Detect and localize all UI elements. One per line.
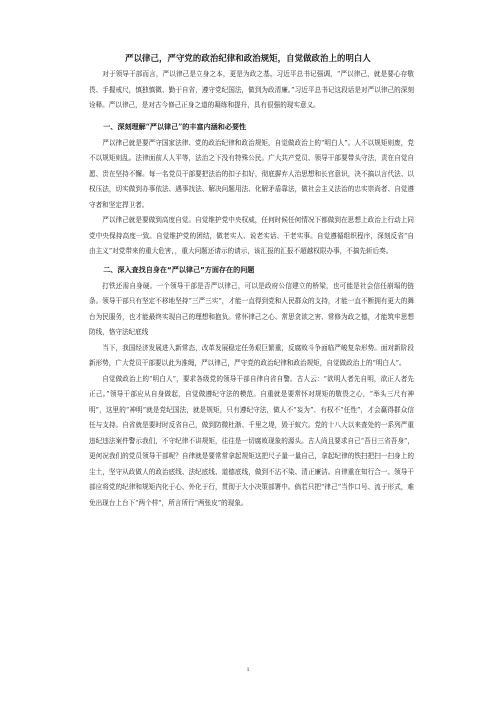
document-title: 严以律己，严守党的政治纪律和政治规矩，自觉做政治上的明白人: [125, 53, 371, 63]
section-heading-1: 一、深刻理解“严以律己”的丰富内涵和必要性: [103, 121, 247, 131]
section1-paragraph-1: 严以律己就是要严守国家法律、党的政治纪律和政治规矩，自觉做政治上的“明白人”。人不以规矩则废，党不以规矩则乱。法律面前人人平等，法治之下没有特殊公民。广大共产党员、领导干部要带头守法，责在自觉自愿、贵在坚持不懈。每一名党员干部要把法治的扣子扣好，彻底摒弃人治思想和长官意识，决不搞以言代法、以权压法，切实做到办事依法、遇事找法、解决问题用法、化解矛盾靠法，做社会主义法治的忠实崇尚者、自觉遵守者和坚定捍卫者。: [89, 138, 414, 209]
document-body: [89, 67, 414, 511]
intro-paragraph: 对于领导干部而言，严以律己是立身之本，更是为政之基。习近平总书记强调，“严以律己，就是要心存敬畏、手握戒尺，慎独慎微、勤于自省，遵守党纪国法，做到为政清廉。”习近平总书记这段话是对严以律己的深刻诠释。严以律己，是对古今修己正身之道的凝练和提升，具有很强的现实意义。: [89, 70, 414, 109]
section1-paragraph-2: 严以律己就是要做到高度自觉。自觉维护党中央权威，任何时候任何情况下都做到在思想上政治上行动上同党中央保持高度一致。自觉维护党的团结，做老实人、说老实话、干老实事。自觉遵循组织程序，深刻反省“自由主义”对党带来的重大危害，，重大问题还请示的请示，该汇报的汇报不超越权限办事，不搞先斩后奏。: [89, 216, 414, 255]
section-heading-2: 二、深入查找自身在“严以律己”方面存在的问题: [103, 264, 255, 274]
page-number: 1: [246, 667, 250, 673]
section2-paragraph-2: 当下，我国经济发展进入新常态，改革发展稳定任务艰巨繁重，反腐败斗争面临严峻复杂形势。面对新阶段新形势，广大党员干部要以此为准绳，严以律己，严守党的政治纪律和政治规矩，自觉做政治上的“明白人”。: [89, 343, 414, 367]
section2-paragraph-1: 打铁还需自身硬。一个领导干部是否严以律己，可以是政府公信建立的桥梁，也可能是社会信任崩塌的链条。领导干部只有坚定不移地坚持“三严三实”，才能一直得到党和人民群众的支持，才能一直不断拥有更大的舞台为民服务，也才能最终实现自己的理想和抱负。常怀律己之心、常思贪欲之害、常修为政之德，才能筑牢思想防线，恪守法纪底线: [89, 281, 414, 336]
section2-paragraph-3: 自觉做政治上的“明白人”，要求各级党的领导干部自律自省自警。古人云：“欲明人者先自明，欲正人者先正己。”领导干部应从自身做起，自觉做遵纪守法的模范。自重就是要常怀对规矩的敬畏之心，“举头三尺有神明”，这里的“神明”就是党纪国法，就是规矩，只有遵纪守法，做人不“妄为”、有权不“任性”，才会赢得群众信任与支持。自省就是要时时反省自己，做到防微杜渐、千里之堤，毁于蚁穴。党的十八大以来查处的一系列严重违纪违法案件警示我们，不守纪律不讲规矩，往往是一切腐败现象的源头。古人尚且要求自己“吾日三省吾身”，更何况我们的党员领导干部呢？自律就是要常常拿起规矩这把尺子量一量自己，拿起纪律的铁扫把扫一扫身上的尘土，坚守从政做人的政治底线、法纪底线、道德底线，做到不沾不染、清正廉洁。自律重在知行合一。领导干部应将党的纪律和规矩内化于心、外化于行，贯彻于大小决策部署中。倘若只把“律己”当作口号、流于形式，难免出现台上台下“两个样”，所言所行“两张皮”的现象。: [89, 374, 414, 507]
